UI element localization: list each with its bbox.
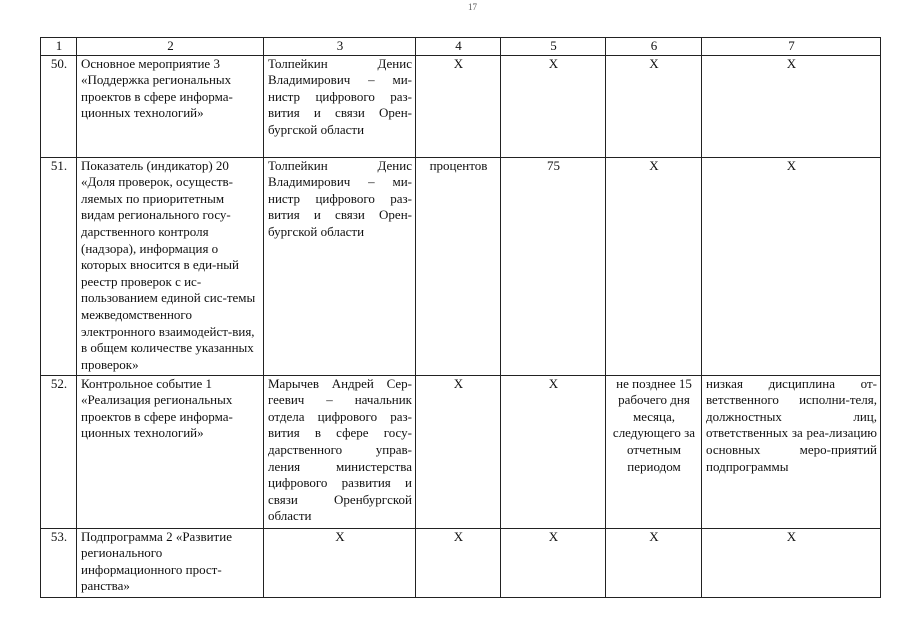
- col-header-6: 6: [606, 38, 702, 56]
- page-number: 17: [468, 2, 477, 12]
- row-unit: Х: [416, 55, 501, 157]
- row-value: 75: [501, 157, 606, 375]
- row-deadline: Х: [606, 157, 702, 375]
- row-number: 51.: [41, 157, 77, 375]
- table-row: [41, 55, 881, 157]
- col-header-1: 1: [41, 38, 77, 56]
- table-row: [41, 528, 881, 597]
- col-header-4: 4: [416, 38, 501, 56]
- row-deadline: Х: [606, 55, 702, 157]
- col-header-7: 7: [702, 38, 881, 56]
- row-risk: Х: [702, 528, 881, 597]
- row-name: Контрольное событие 1 «Реализация региональных проектов в сфере информа-ционных технологий»: [77, 375, 264, 528]
- row-number: 52.: [41, 375, 77, 528]
- row-responsible: Толпейкин Денис Владимирович – ми-нистр цифрового раз-вития и связи Орен-бургской области: [264, 157, 416, 375]
- row-value: Х: [501, 375, 606, 528]
- row-unit: процентов: [416, 157, 501, 375]
- row-risk: Х: [702, 55, 881, 157]
- row-risk: низкая дисциплина от-ветственного исполни-теля, должностных лиц, ответственных за реа-лизацию основных меро-приятий подпрограммы: [702, 375, 881, 528]
- row-name: Показатель (индикатор) 20 «Доля проверок, осуществ-ляемых по приоритетным видам регионального госу-дарственного контроля (надзора), информация о которых вносится в еди-ный реестр проверок с ис-пользованием единой сис-темы межведомственного электронного взаимодейст-вия, в общем количестве указанных проверок»: [77, 157, 264, 375]
- table-row: [41, 375, 881, 528]
- table-row: [41, 157, 881, 375]
- row-unit: Х: [416, 375, 501, 528]
- row-unit: Х: [416, 528, 501, 597]
- col-header-3: 3: [264, 38, 416, 56]
- header-row: [41, 38, 881, 56]
- row-deadline: не позднее 15 рабочего дня месяца, следующего за отчетным периодом: [606, 375, 702, 528]
- row-deadline: Х: [606, 528, 702, 597]
- row-name: Подпрограмма 2 «Развитие регионального информационного прост-ранства»: [77, 528, 264, 597]
- row-value: Х: [501, 55, 606, 157]
- row-responsible: Марычев Андрей Сер-геевич – начальник отдела цифрового раз-вития в сфере госу-дарственного управ-ления министерства цифрового развития и связи Оренбургской области: [264, 375, 416, 528]
- measures-table: [40, 37, 881, 598]
- col-header-2: 2: [77, 38, 264, 56]
- col-header-5: 5: [501, 38, 606, 56]
- row-name: Основное мероприятие 3 «Поддержка региональных проектов в сфере информа-ционных технологий»: [77, 55, 264, 157]
- row-responsible: Х: [264, 528, 416, 597]
- row-risk: Х: [702, 157, 881, 375]
- row-value: Х: [501, 528, 606, 597]
- row-number: 50.: [41, 55, 77, 157]
- row-number: 53.: [41, 528, 77, 597]
- row-responsible: Толпейкин Денис Владимирович – ми-нистр цифрового раз-вития и связи Орен-бургской области: [264, 55, 416, 157]
